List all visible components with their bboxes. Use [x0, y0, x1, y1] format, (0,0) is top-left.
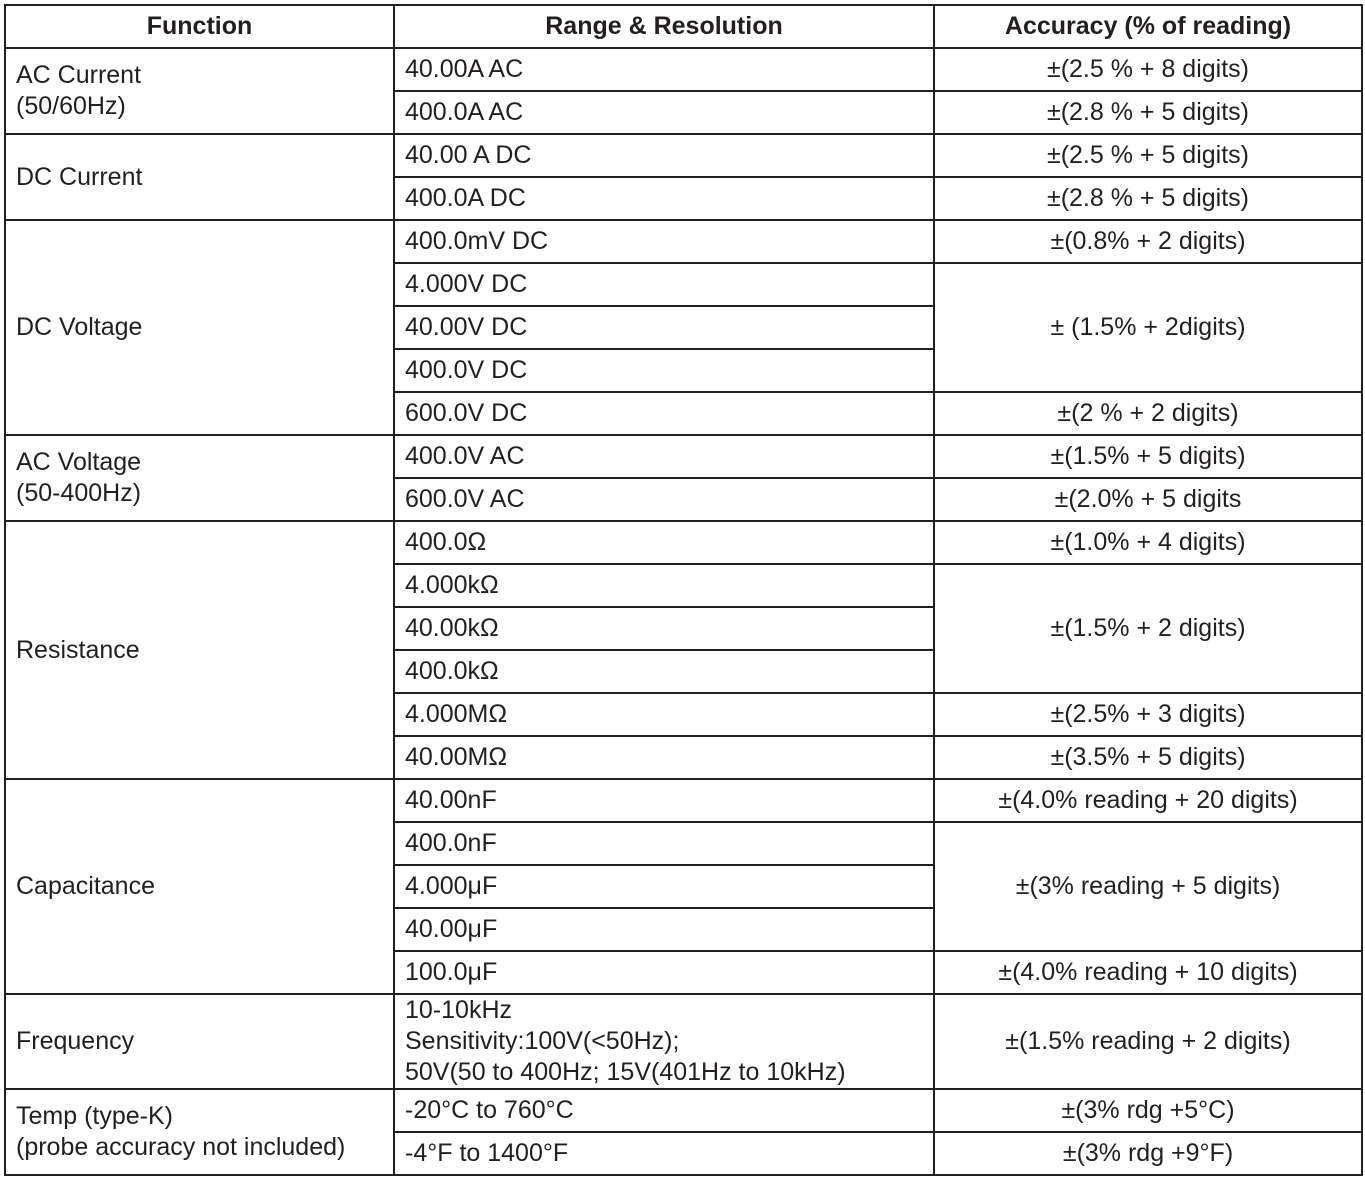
function-sublabel: (50-400Hz): [16, 479, 142, 507]
function-cell-frequency: Frequency: [5, 994, 394, 1089]
accuracy-cell: ±(1.0% + 4 digits): [934, 521, 1362, 564]
range-cell: 4.000μF: [394, 865, 934, 908]
range-cell: 400.0mV DC: [394, 220, 934, 263]
function-sublabel: (probe accuracy not included): [16, 1133, 346, 1161]
accuracy-cell: ±(2.0% + 5 digits: [934, 478, 1362, 521]
range-cell: 40.00kΩ: [394, 607, 934, 650]
range-cell: 400.0kΩ: [394, 650, 934, 693]
accuracy-cell: ±(4.0% reading + 10 digits): [934, 951, 1362, 994]
frequency-range: 10-10kHz: [405, 996, 512, 1024]
table-row: [5, 1089, 1362, 1132]
header-accuracy: Accuracy (% of reading): [934, 5, 1362, 48]
function-cell-dc-voltage: DC Voltage: [5, 220, 394, 435]
specifications-table: [4, 4, 1363, 1176]
function-label: AC Current: [16, 61, 142, 89]
accuracy-cell: ±(1.5% + 2 digits): [934, 564, 1362, 693]
function-cell-temp: [5, 1089, 394, 1175]
accuracy-cell: ±(2 % + 2 digits): [934, 392, 1362, 435]
accuracy-cell: ±(0.8% + 2 digits): [934, 220, 1362, 263]
range-cell: 600.0V AC: [394, 478, 934, 521]
range-cell: 40.00 A DC: [394, 134, 934, 177]
accuracy-cell: ±(3% rdg +5°C): [934, 1089, 1362, 1132]
table-row: [5, 48, 1362, 91]
function-cell-resistance: Resistance: [5, 521, 394, 779]
table-row: [5, 220, 1362, 263]
range-cell: 40.00V DC: [394, 306, 934, 349]
range-cell: 4.000kΩ: [394, 564, 934, 607]
table-row: [5, 779, 1362, 822]
range-cell: 40.00MΩ: [394, 736, 934, 779]
range-cell: 400.0A AC: [394, 91, 934, 134]
range-cell: -20°C to 760°C: [394, 1089, 934, 1132]
range-cell: 40.00nF: [394, 779, 934, 822]
range-cell: 4.000MΩ: [394, 693, 934, 736]
range-cell: 400.0V DC: [394, 349, 934, 392]
range-cell: 400.0nF: [394, 822, 934, 865]
header-row: [5, 5, 1362, 48]
accuracy-cell: ± (1.5% + 2digits): [934, 263, 1362, 392]
range-cell: 600.0V DC: [394, 392, 934, 435]
table-row: [5, 521, 1362, 564]
accuracy-cell: ±(4.0% reading + 20 digits): [934, 779, 1362, 822]
accuracy-cell: ±(1.5% + 5 digits): [934, 435, 1362, 478]
range-cell-frequency: [394, 994, 934, 1089]
accuracy-cell: ±(3% reading + 5 digits): [934, 822, 1362, 951]
function-label: Temp (type-K): [16, 1102, 173, 1130]
range-cell: 400.0Ω: [394, 521, 934, 564]
accuracy-cell: ±(2.8 % + 5 digits): [934, 177, 1362, 220]
function-cell-ac-current: [5, 48, 394, 134]
frequency-sensitivity: Sensitivity:100V(<50Hz);: [405, 1027, 680, 1055]
accuracy-cell: ±(2.8 % + 5 digits): [934, 91, 1362, 134]
function-sublabel: (50/60Hz): [16, 92, 126, 120]
function-cell-dc-current: DC Current: [5, 134, 394, 220]
range-cell: 4.000V DC: [394, 263, 934, 306]
accuracy-cell: ±(2.5 % + 8 digits): [934, 48, 1362, 91]
function-cell-capacitance: Capacitance: [5, 779, 394, 994]
range-cell: 40.00A AC: [394, 48, 934, 91]
table-row: [5, 435, 1362, 478]
range-cell: 40.00μF: [394, 908, 934, 951]
frequency-sensitivity-detail: 50V(50 to 400Hz; 15V(401Hz to 10kHz): [405, 1058, 846, 1086]
header-range: Range & Resolution: [394, 5, 934, 48]
table-row: [5, 994, 1362, 1089]
table-row: [5, 134, 1362, 177]
accuracy-cell: ±(3% rdg +9°F): [934, 1132, 1362, 1175]
function-label: AC Voltage: [16, 448, 142, 476]
accuracy-cell: ±(1.5% reading + 2 digits): [934, 994, 1362, 1089]
accuracy-cell: ±(3.5% + 5 digits): [934, 736, 1362, 779]
range-cell: 400.0A DC: [394, 177, 934, 220]
accuracy-cell: ±(2.5% + 3 digits): [934, 693, 1362, 736]
range-cell: -4°F to 1400°F: [394, 1132, 934, 1175]
range-cell: 400.0V AC: [394, 435, 934, 478]
function-cell-ac-voltage: [5, 435, 394, 521]
header-function: Function: [5, 5, 394, 48]
accuracy-cell: ±(2.5 % + 5 digits): [934, 134, 1362, 177]
range-cell: 100.0μF: [394, 951, 934, 994]
